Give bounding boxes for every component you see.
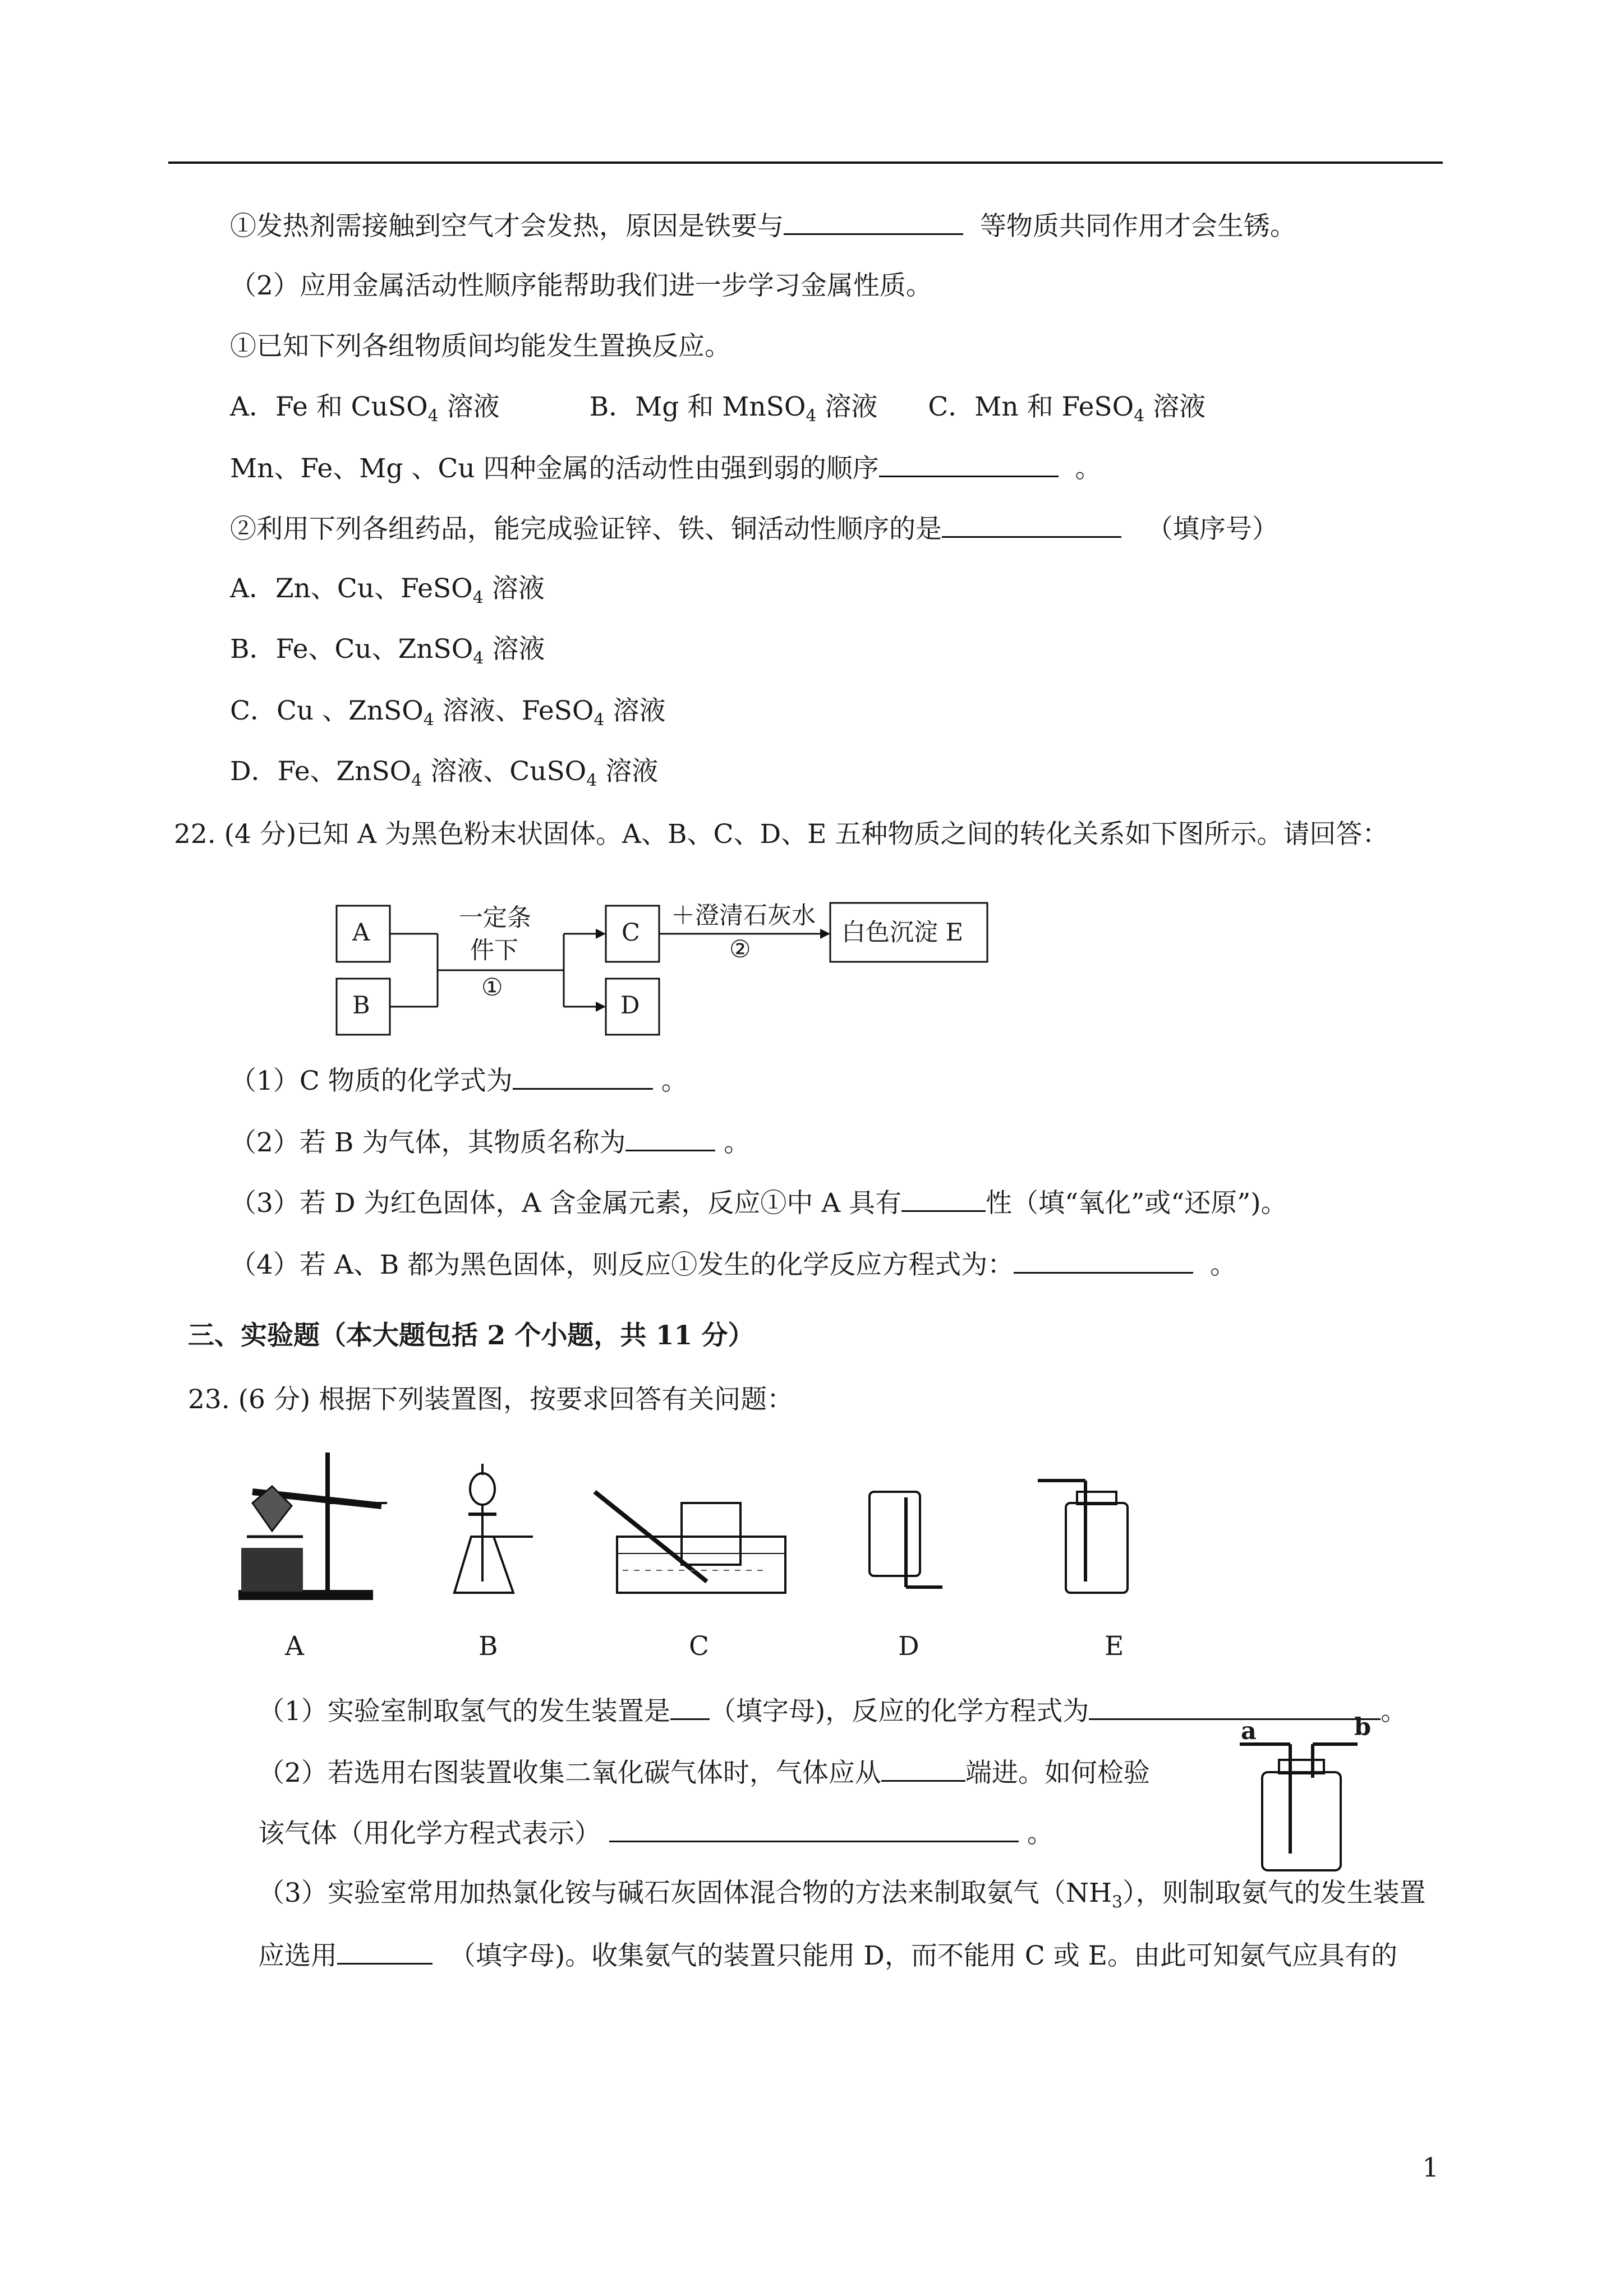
apparatus-label-c: C — [689, 1631, 709, 1662]
q22-stem: 22. (4 分)已知 A 为黑色粉末状固体。A、B、C、D、E 五种物质之间的转化关系如下图所示。请回答： — [174, 819, 1389, 850]
apparatus-a — [238, 1453, 387, 1600]
apparatus-b — [454, 1464, 533, 1593]
q23-sub-1: （1）实验室制取氢气的发生装置是 （填字母)，反应的化学方程式为 。 — [258, 1694, 1407, 1728]
q21-line-4: A．Fe 和 CuSO$_4$ 溶液 B．Mg 和 MnSO$_4$ 溶液 C．Mn 和 FeSO$_4$ 溶液 — [230, 391, 1206, 426]
q22-sub-4: （4）若 A、B 都为黑色固体，则反应①发生的化学反应方程式为： 。 — [230, 1247, 1236, 1282]
q23-sub-3-line-1: （3）实验室常用加热氯化铵与碱石灰固体混合物的方法来制取氨气$(NH_3)$，则制取氨气的发生装置 — [258, 1878, 1426, 1912]
flow-label-c: C — [622, 919, 640, 947]
side-label-b: b — [1354, 1713, 1372, 1741]
header-rule — [168, 162, 1443, 164]
q21-line-2: （2）应用金属活动性顺序能帮助我们进一步学习金属性质。 — [230, 270, 932, 301]
apparatus-label-e: E — [1105, 1631, 1124, 1662]
flow-arrowhead-c — [596, 929, 606, 939]
section-3-heading: 三、实验题（本大题包括 2 个小题，共 11 分） — [188, 1320, 755, 1351]
q22-flow-diagram — [331, 892, 993, 1054]
flow-label-b: B — [352, 992, 370, 1020]
flow-cond1-num: ① — [481, 974, 503, 1002]
q21-line-3: ①已知下列各组物质间均能发生置换反应。 — [230, 331, 731, 362]
flow-cond2-num: ② — [729, 935, 751, 963]
flow-cond1-line2: 件下 — [470, 937, 518, 965]
apparatus-label-a: A — [285, 1631, 304, 1662]
apparatus-label-d: D — [898, 1631, 919, 1662]
flow-label-a: A — [352, 919, 370, 947]
flow-cond1-line1: 一定条 — [459, 904, 531, 932]
q21-option-b: B．Fe、Cu、ZnSO$_4$ 溶液 — [230, 634, 545, 668]
apparatus-e — [1038, 1481, 1128, 1593]
q21-option-c: C．Cu 、ZnSO$_4$ 溶液、FeSO$_4$ 溶液 — [230, 695, 666, 730]
q21-line-6: ②利用下列各组药品，能完成验证锌、铁、铜活动性顺序的是 （填序号） — [230, 511, 1278, 546]
q23-sub-2-line-2: 该气体（用化学方程式表示） 。 — [258, 1816, 1053, 1851]
q22-sub-2: （2）若 B 为气体，其物质名称为 。 — [230, 1125, 750, 1160]
apparatus-c — [595, 1492, 785, 1593]
side-label-a: a — [1241, 1717, 1257, 1745]
q21-option-d: D．Fe、ZnSO$_4$ 溶液、CuSO$_4$ 溶液 — [230, 756, 659, 791]
flow-label-e: 白色沉淀 E — [841, 919, 964, 947]
q23-sub-3-line-2: 应选用 （填字母)。收集氨气的装置只能用 D，而不能用 C 或 E。由此可知氨气应具有的 — [258, 1938, 1397, 1973]
flow-cond2-text: ＋澄清石灰水 — [671, 902, 816, 930]
q21-option-a: A．Zn、Cu、FeSO$_4$ 溶液 — [230, 573, 545, 608]
apparatus-d — [869, 1492, 942, 1587]
flow-arrowhead-d — [596, 1002, 606, 1012]
flow-arrowhead-e — [820, 929, 830, 939]
q21-line-5: Mn、Fe、Mg 、Cu 四种金属的活动性由强到弱的顺序 。 — [230, 451, 1101, 486]
q22-sub-1: （1）C 物质的化学式为 。 — [230, 1063, 688, 1098]
q22-sub-3: （3）若 D 为红色固体，A 含金属元素，反应①中 A 具有 性（填“氧化”或“还原”)。 — [230, 1186, 1287, 1220]
page-number: 1 — [1422, 2152, 1439, 2183]
q21-line-1: ①发热剂需接触到空气才会发热，原因是铁要与 等物质共同作用才会生锈。 — [230, 209, 1296, 243]
apparatus-label-b: B — [479, 1631, 498, 1662]
q23-stem: 23. (6 分) 根据下列装置图，按要求回答有关问题： — [188, 1384, 794, 1415]
q23-apparatus-figure — [230, 1453, 1184, 1610]
q23-sub-2: （2）若选用右图装置收集二氧化碳气体时，气体应从 端进。如何检验 — [258, 1755, 1150, 1790]
flow-label-d: D — [620, 992, 640, 1020]
